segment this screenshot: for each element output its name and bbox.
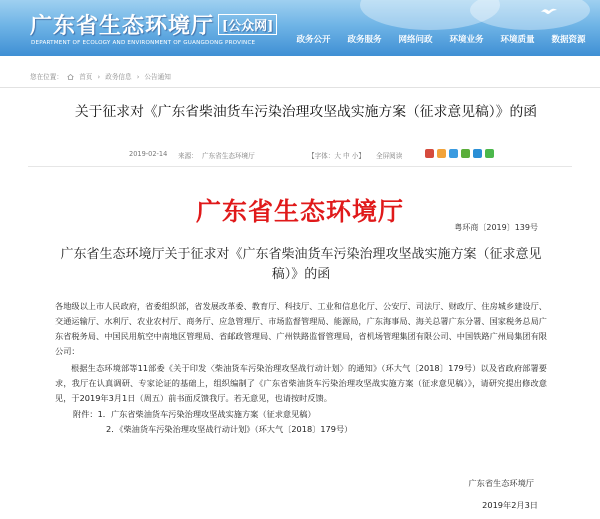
divider — [28, 166, 572, 167]
share-wechat-icon[interactable] — [461, 149, 470, 158]
article-title: 关于征求对《广东省柴油货车污染治理攻坚战实施方案（征求意见稿）》的函 — [74, 104, 538, 120]
bird-icon — [540, 6, 558, 16]
share-more-icon[interactable] — [485, 149, 494, 158]
signature-date: 2019年2月3日 — [482, 500, 538, 510]
article-source-label: 来源： — [178, 152, 198, 160]
document-heading: 广东省生态环境厅关于征求对《广东省柴油货车污染治理攻坚战实施方案（征求意见稿）》的函 — [60, 247, 542, 282]
breadcrumb-home[interactable]: 首页 — [79, 73, 93, 81]
nav-item-data-resources[interactable]: 数据资源 — [551, 35, 586, 45]
nav-item-gov-open[interactable]: 政务公开 — [296, 35, 331, 45]
fullscreen-read-link[interactable]: 全屏阅读 — [376, 152, 403, 160]
breadcrumb-notices[interactable]: 公告通知 — [144, 73, 171, 81]
share-qzone-icon[interactable] — [437, 149, 446, 158]
site-header — [0, 0, 600, 56]
breadcrumb-separator: › — [136, 73, 140, 81]
main-nav — [288, 33, 594, 47]
breadcrumb — [0, 66, 600, 88]
breadcrumb-separator: › — [97, 73, 101, 81]
signature-org: 广东省生态环境厅 — [468, 478, 534, 488]
attachment-2: 2．《柴油货车污染治理攻坚战行动计划》（环大气〔2018〕179号） — [106, 424, 353, 434]
share-qq-icon[interactable] — [473, 149, 482, 158]
document-recipients: 各地级以上市人民政府，省委组织部，省发展改革委、教育厅、科技厅、工业和信息化厅、公安厅、司法厅、财政厅、住房城乡建设厅、交通运输厅、水利厅、农业农村厅、商务厅、应急管理厅、市场监督管理局、能源局，广东海事局、海关总署广东分署、国家税务总局广东省税务局、中国民用航空中南地区管理局、省邮政管理局、广州铁路监督管理局，省机场管理集团有限公司、中国铁路广州局集团有限公司： — [55, 301, 547, 356]
article-date: 2019-02-14 — [129, 150, 168, 158]
home-icon — [67, 74, 74, 80]
breadcrumb-gov-info[interactable]: 政务信息 — [105, 73, 132, 81]
breadcrumb-prefix: 您在位置： — [30, 73, 63, 81]
share-icons — [425, 149, 494, 158]
nav-item-online-inquiry[interactable]: 网络问政 — [398, 35, 433, 45]
site-title-text: 广东省生态环境厅 — [30, 13, 215, 39]
nav-item-gov-service[interactable]: 政务服务 — [347, 35, 382, 45]
share-weibo-icon[interactable] — [449, 149, 458, 158]
article-source: 广东省生态环境厅 — [202, 152, 255, 160]
document-issuer-heading: 广东省生态环境厅 — [195, 197, 404, 226]
site-logo-title[interactable] — [30, 9, 277, 40]
site-subtitle: DEPARTMENT OF ECOLOGY AND ENVIRONMENT OF GUANGDONG PROVINCE — [31, 40, 256, 46]
attachment-1: 附件：1．广东省柴油货车污染治理攻坚战实施方案（征求意见稿） — [73, 409, 316, 419]
nav-item-env-business[interactable]: 环境业务 — [449, 35, 484, 45]
font-size-control[interactable]: 【字体：大 中 小】 — [308, 152, 365, 160]
header-cloud-decoration — [470, 0, 590, 30]
site-tag: [公众网] — [218, 14, 277, 35]
document-number: 粤环商〔2019〕139号 — [454, 223, 538, 232]
document-paragraph: 根据生态环境部等11部委《关于印发〈柴油货车污染治理攻坚战行动计划〉的通知》（环大气〔2018〕179号）以及省政府部署要求，我厅在认真调研、专家论证的基础上，组织编制了《广东省柴油货车污染治理攻坚战实施方案（征求意见稿）》，请研究提出修改意见，于2019年3月1日（周五）前书面反馈我厅。若无意见，也请按时反馈。 — [55, 363, 547, 403]
print-icon[interactable] — [425, 149, 434, 158]
nav-item-env-quality[interactable]: 环境质量 — [500, 35, 535, 45]
document-body — [55, 299, 547, 437]
attachments — [55, 407, 547, 437]
